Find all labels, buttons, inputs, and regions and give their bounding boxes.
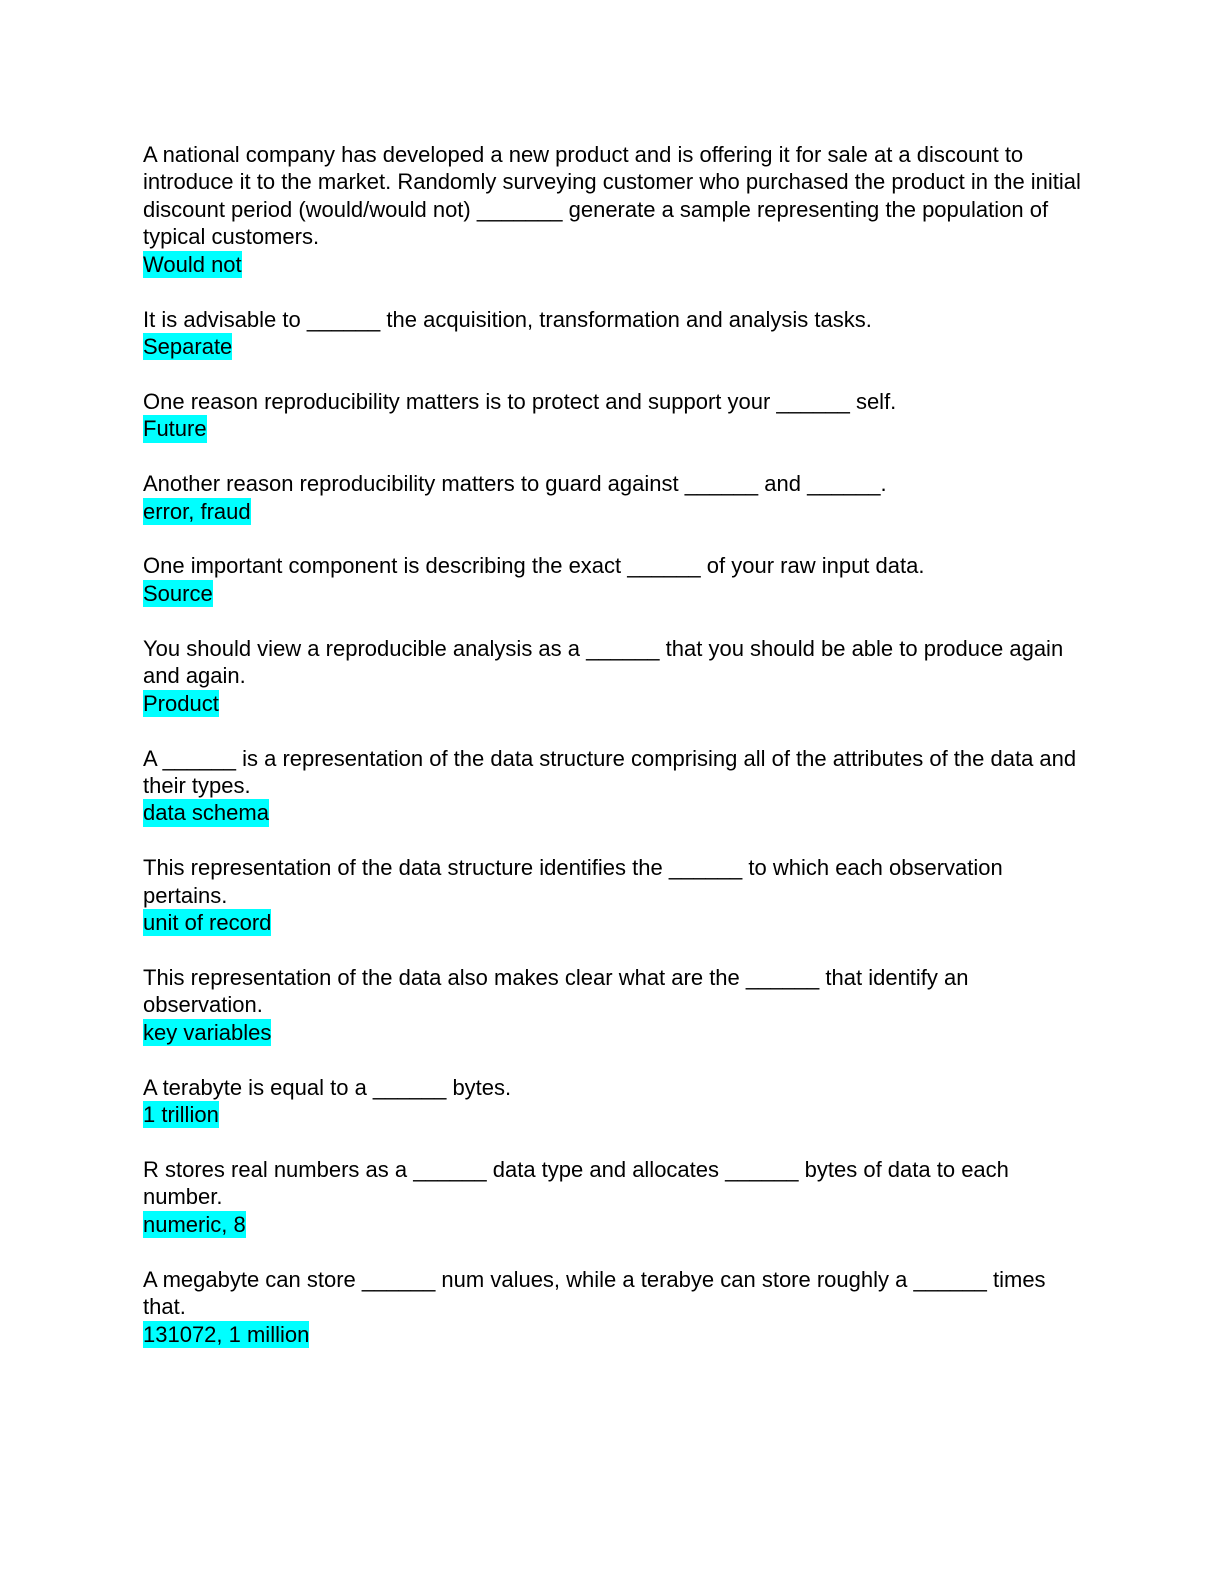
question-text: A terabyte is equal to a ______ bytes.: [143, 1074, 512, 1100]
highlighted-answer: Separate: [143, 333, 233, 359]
document-page: [143, 141, 1083, 1375]
question-text: One important component is describing the exact ______ of your raw input data.: [143, 553, 925, 579]
question-text: A national company has developed a new product and is offering it for sale at a discount to introduce it to the market. Randomly surveying customer who purchased the product in the initial discount period (would/would not) _______ generate a sample representing the population of typical customers.: [143, 142, 1081, 250]
highlighted-answer: 1 trillion: [143, 1102, 219, 1128]
answer-line: [143, 333, 1083, 360]
answer-line: [143, 1019, 1083, 1046]
question-text: R stores real numbers as a ______ data type and allocates ______ bytes of data to each number.: [143, 1156, 1009, 1210]
qa-item-12: [143, 1266, 1083, 1348]
answer-line: [143, 1321, 1083, 1348]
qa-item-11: [143, 1156, 1083, 1238]
question-text: Another reason reproducibility matters to guard against ______ and ______.: [143, 471, 887, 497]
qa-item-7: [143, 745, 1083, 827]
answer-line: [143, 909, 1083, 936]
question-text: You should view a reproducible analysis as a ______ that you should be able to produce again and again.: [143, 635, 1064, 689]
qa-item-9: [143, 964, 1083, 1046]
answer-line: [143, 690, 1083, 717]
question-text: One reason reproducibility matters is to protect and support your ______ self.: [143, 388, 897, 414]
answer-line: [143, 498, 1083, 525]
qa-item-2: [143, 306, 1083, 361]
qa-item-5: [143, 552, 1083, 607]
highlighted-answer: numeric, 8: [143, 1211, 246, 1237]
answer-line: [143, 799, 1083, 826]
highlighted-answer: Future: [143, 416, 207, 442]
question-text: It is advisable to ______ the acquisition, transformation and analysis tasks.: [143, 306, 872, 332]
highlighted-answer: 131072, 1 million: [143, 1321, 310, 1347]
qa-item-6: [143, 635, 1083, 717]
qa-item-4: [143, 470, 1083, 525]
question-text: A ______ is a representation of the data structure comprising all of the attributes of the data and their types.: [143, 745, 1077, 798]
question-text: A megabyte can store ______ num values, while a terabye can store roughly a ______ times that.: [143, 1266, 1046, 1320]
highlighted-answer: data schema: [143, 800, 269, 826]
highlighted-answer: unit of record: [143, 910, 272, 936]
highlighted-answer: key variables: [143, 1019, 272, 1045]
highlighted-answer: Would not: [143, 251, 242, 277]
qa-item-8: [143, 854, 1083, 936]
answer-line: [143, 251, 1083, 278]
question-text: This representation of the data structure identifies the ______ to which each observation pertains.: [143, 855, 1003, 908]
qa-item-10: [143, 1074, 1083, 1129]
answer-line: [143, 1101, 1083, 1128]
question-text: This representation of the data also makes clear what are the ______ that identify an observation.: [143, 964, 969, 1018]
qa-item-3: [143, 388, 1083, 443]
qa-item-1: [143, 141, 1083, 278]
highlighted-answer: Product: [143, 690, 219, 716]
highlighted-answer: Source: [143, 580, 213, 606]
answer-line: [143, 1211, 1083, 1238]
highlighted-answer: error, fraud: [143, 498, 251, 524]
answer-line: [143, 580, 1083, 607]
answer-line: [143, 415, 1083, 442]
